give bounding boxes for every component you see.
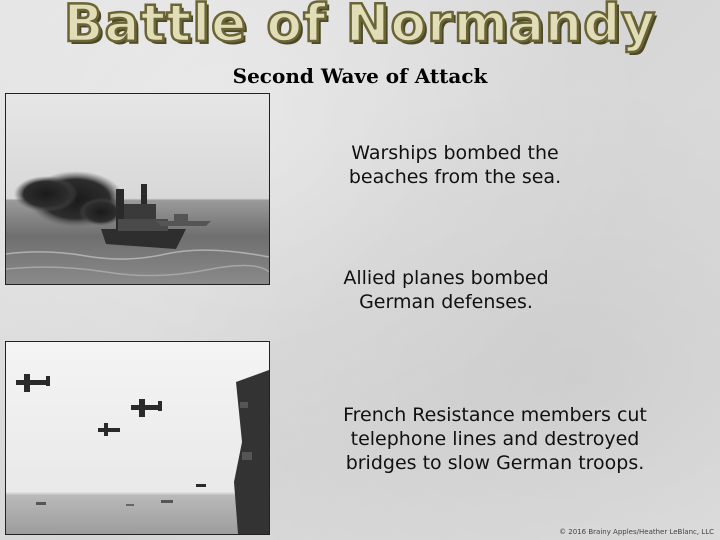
caption-resistance: French Resistance members cut telephone lines and destroyed bridges to slow German troops. bbox=[343, 404, 647, 474]
plane-icon bbox=[131, 399, 162, 417]
page-title: Battle of Normandy bbox=[63, 0, 657, 54]
plane-icon bbox=[98, 423, 120, 436]
warship-photo bbox=[5, 93, 270, 285]
plane-icon bbox=[16, 374, 50, 392]
caption-warships: Warships bombed the beaches from the sea. bbox=[348, 142, 562, 188]
copyright-notice: © 2016 Brainy Apples/Heather LeBlanc, LLC bbox=[559, 528, 714, 536]
page-subtitle: Second Wave of Attack bbox=[232, 64, 488, 88]
planes-photo bbox=[5, 341, 270, 535]
caption-planes: Allied planes bombed German defenses. bbox=[343, 267, 549, 313]
